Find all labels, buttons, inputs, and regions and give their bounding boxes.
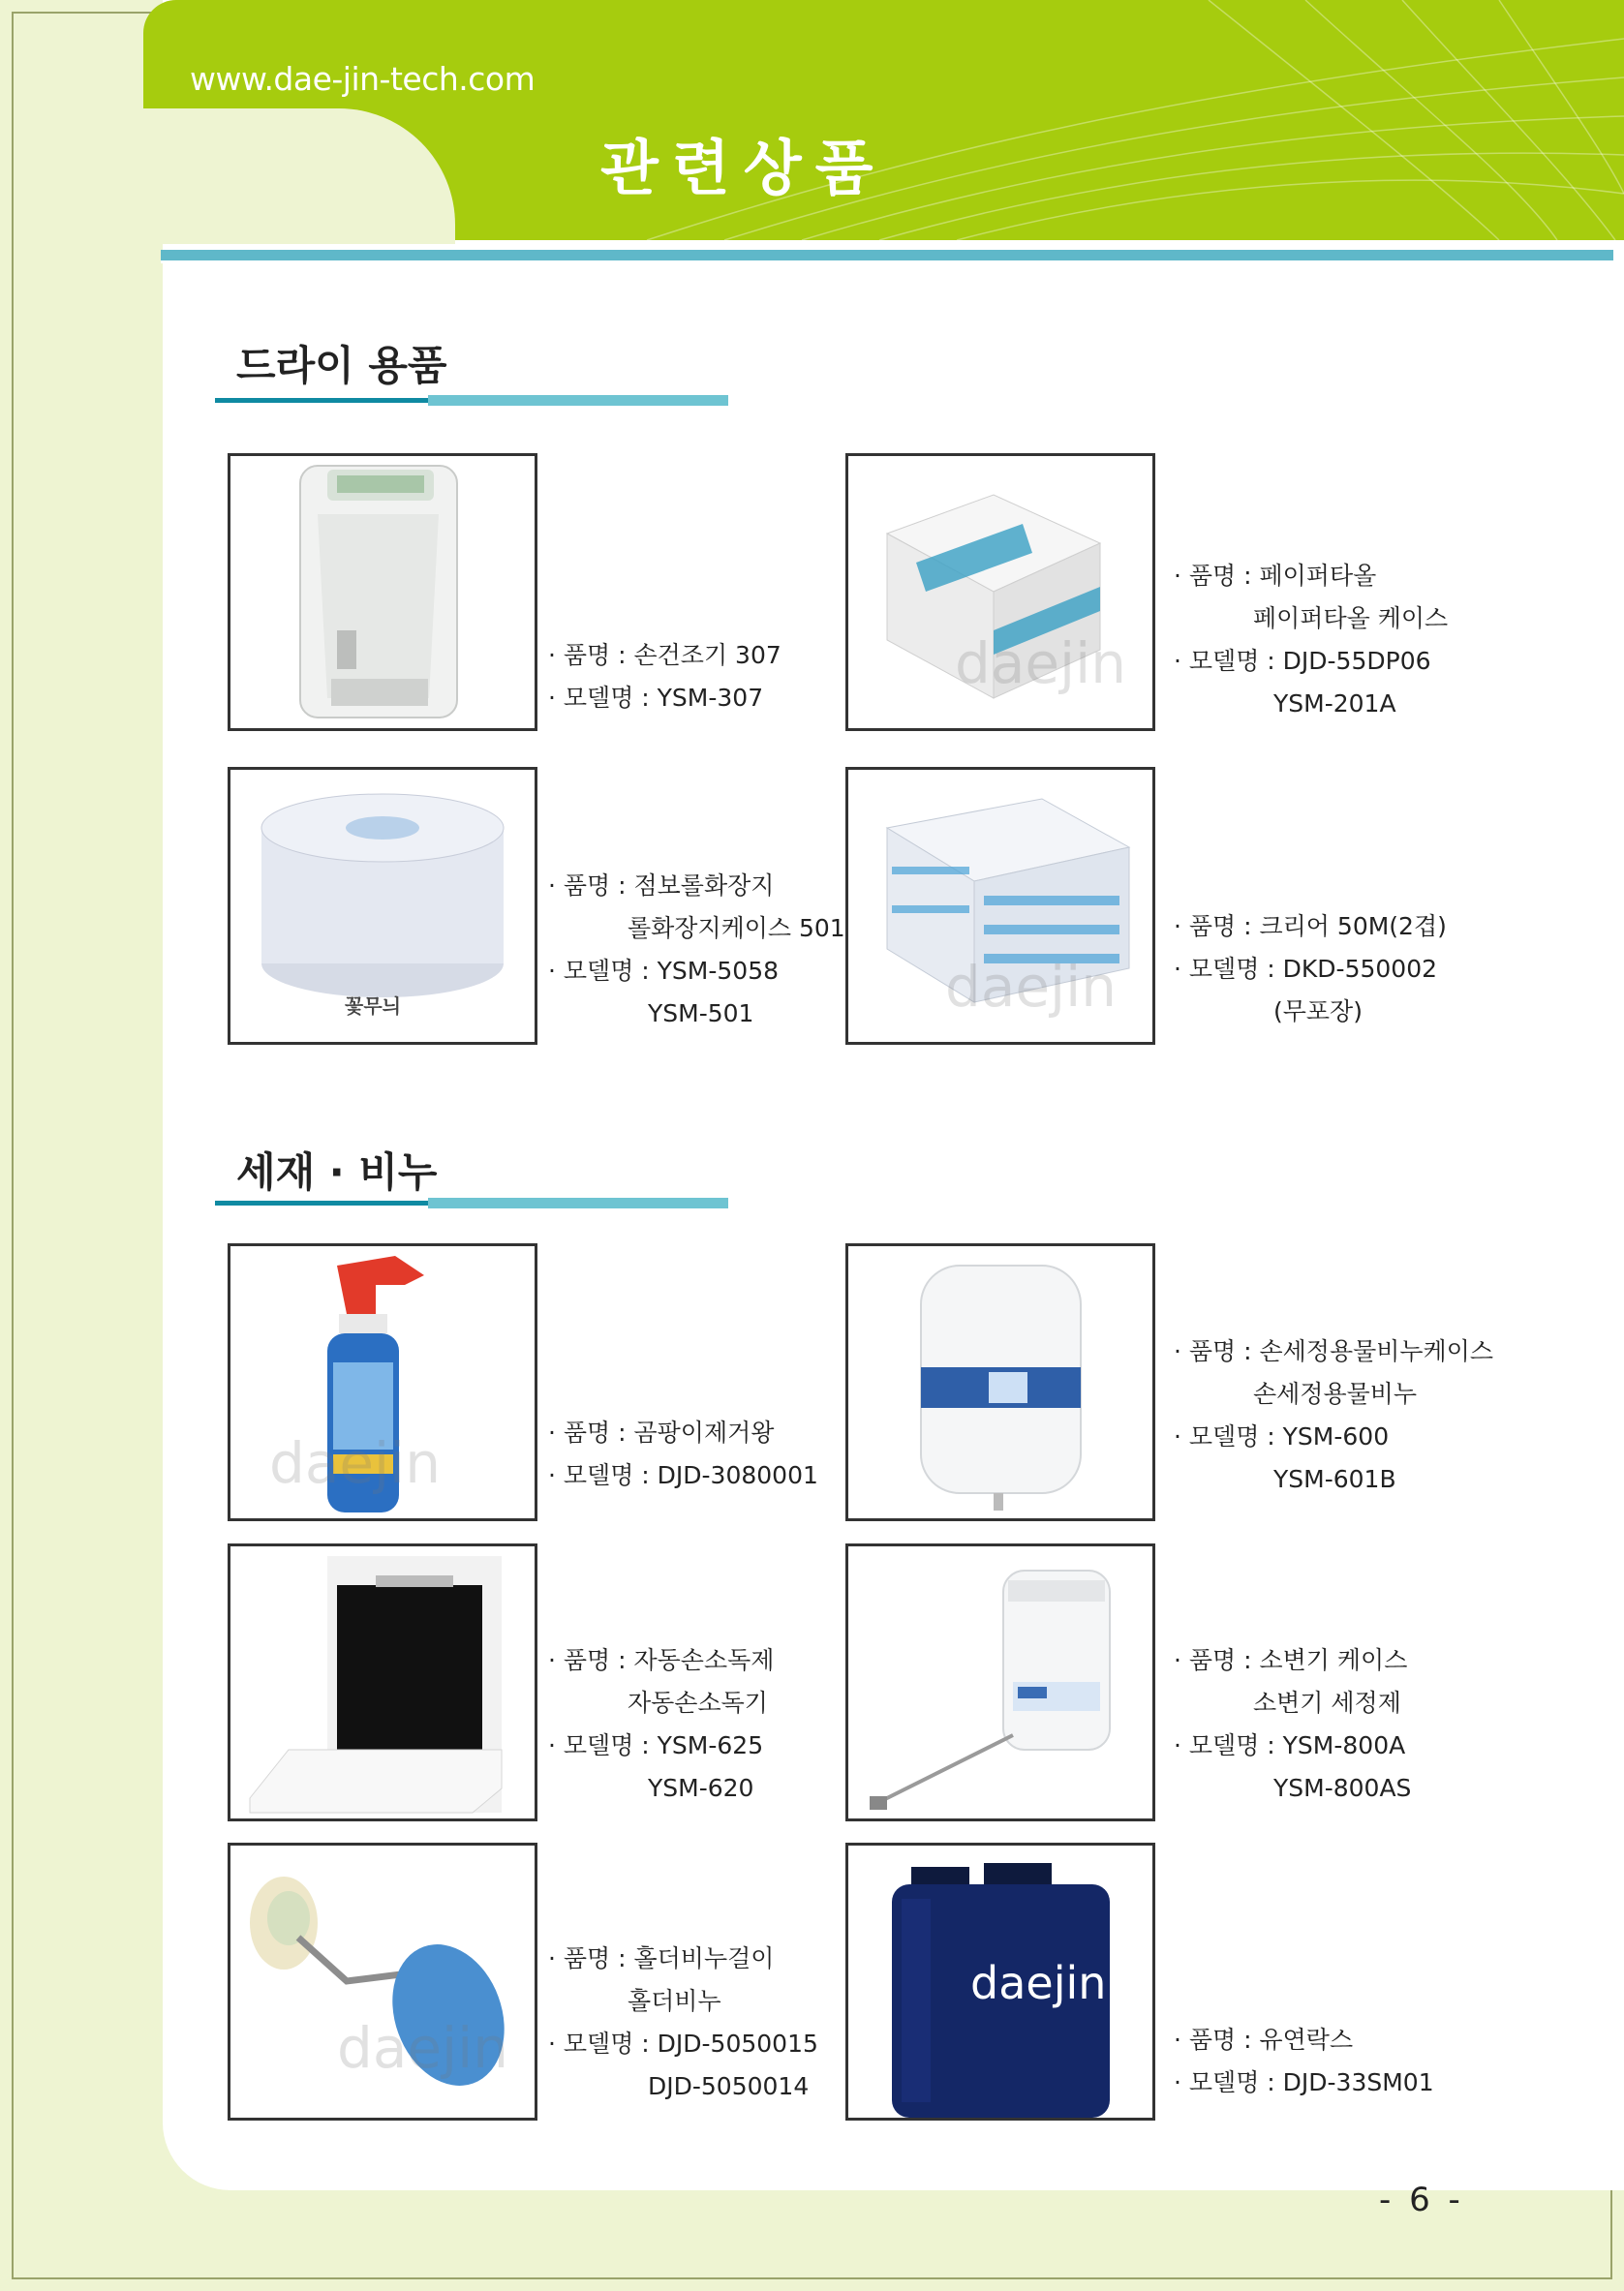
product-image-bleach xyxy=(845,1843,1155,2121)
watermark-logo: daejin xyxy=(970,1957,1107,2009)
product-image-jumbo-roll xyxy=(228,767,537,1045)
product-model: · 모델명 : YSM-307 xyxy=(548,684,764,712)
product-info-urinal-case xyxy=(1174,1639,1411,1810)
product-model: · 모델명 : DJD-3080001 xyxy=(548,1461,818,1489)
product-name: · 품명 : 자동손소독제 xyxy=(548,1646,775,1674)
product-info-jumbo-roll xyxy=(548,865,845,1035)
product-name: · 품명 : 소변기 케이스 xyxy=(1174,1646,1408,1674)
website-url: www.dae-jin-tech.com xyxy=(190,60,536,98)
product-model: · 모델명 : YSM-800A xyxy=(1174,1731,1406,1759)
product-image-toilet-rolls xyxy=(845,767,1155,1045)
product-name: · 품명 : 곰팡이제거왕 xyxy=(548,1419,775,1447)
section-underline xyxy=(215,398,428,403)
product-info-bleach xyxy=(1174,2019,1434,2104)
watermark-logo: daejin xyxy=(337,2015,509,2081)
product-model: · 모델명 : YSM-600 xyxy=(1174,1422,1390,1451)
product-model: · 모델명 : YSM-5058 xyxy=(548,957,780,985)
product-name-2: 홀더비누 xyxy=(628,1987,721,2015)
product-model-2: (무포장) xyxy=(1273,997,1363,1025)
product-name: · 품명 : 유연락스 xyxy=(1174,2026,1354,2054)
product-model-2: YSM-800AS xyxy=(1273,1774,1412,1802)
header-rule xyxy=(161,250,1613,260)
product-model: · 모델명 : DJD-33SM01 xyxy=(1174,2068,1434,2096)
header-rule-highlight xyxy=(161,260,1613,263)
product-name: · 품명 : 손건조기 307 xyxy=(548,641,781,669)
product-model: · 모델명 : DKD-550002 xyxy=(1174,955,1438,983)
product-info-hand-dryer xyxy=(548,634,781,719)
section-title-detergent: 세재 · 비누 xyxy=(236,1148,438,1196)
watermark-logo: daejin xyxy=(945,954,1118,1020)
product-name: · 품명 : 손세정용물비누케이스 xyxy=(1174,1337,1494,1365)
product-model-2: YSM-601B xyxy=(1273,1465,1396,1493)
product-image-paper-towel xyxy=(845,453,1155,731)
watermark-logo: daejin xyxy=(955,630,1127,696)
product-info-mold-remover xyxy=(548,1412,818,1497)
product-info-auto-sanitizer xyxy=(548,1639,774,1810)
product-image-soap-holder xyxy=(228,1843,537,2121)
product-image-auto-sanitizer xyxy=(228,1543,537,1821)
section-underline-accent xyxy=(428,395,728,406)
product-model: · 모델명 : DJD-55DP06 xyxy=(1174,647,1431,675)
page-number: - 6 - xyxy=(1379,2181,1464,2219)
product-image-urinal-case xyxy=(845,1543,1155,1821)
page-title: 관련상품 xyxy=(600,133,887,203)
product-name: · 품명 : 페이퍼타올 xyxy=(1174,562,1377,590)
product-info-toilet-rolls xyxy=(1174,905,1447,1033)
section-title-dry: 드라이 용품 xyxy=(236,342,447,389)
product-model-2: YSM-501 xyxy=(648,999,754,1027)
product-image-mold-remover xyxy=(228,1243,537,1521)
product-model: · 모델명 : YSM-625 xyxy=(548,1731,764,1759)
product-name: · 품명 : 홀더비누걸이 xyxy=(548,1944,775,1972)
product-name-2: 자동손소독기 xyxy=(628,1689,768,1717)
product-name: · 품명 : 점보롤화장지 xyxy=(548,871,775,900)
product-info-soap-dispenser xyxy=(1174,1330,1493,1501)
product-name-2: 페이퍼타올 케이스 xyxy=(1253,604,1449,632)
product-model-2: YSM-201A xyxy=(1273,689,1396,718)
product-info-soap-holder xyxy=(548,1938,818,2108)
product-model-2: YSM-620 xyxy=(648,1774,754,1802)
product-model-2: DJD-5050014 xyxy=(648,2072,810,2100)
product-caption: 꽃무늬 xyxy=(345,994,401,1018)
product-image-soap-dispenser xyxy=(845,1243,1155,1521)
product-name-2: 소변기 세정제 xyxy=(1253,1689,1401,1717)
section-underline-accent xyxy=(428,1198,728,1208)
product-model: · 모델명 : DJD-5050015 xyxy=(548,2030,818,2058)
product-name-2: 손세정용물비누 xyxy=(1253,1380,1418,1408)
product-name: · 품명 : 크리어 50M(2겹) xyxy=(1174,912,1447,940)
section-underline xyxy=(215,1201,428,1206)
watermark-logo: daejin xyxy=(269,1430,442,1496)
product-image-hand-dryer xyxy=(228,453,537,731)
product-info-paper-towel xyxy=(1174,555,1448,725)
product-name-2: 롤화장지케이스 501 xyxy=(628,914,845,942)
